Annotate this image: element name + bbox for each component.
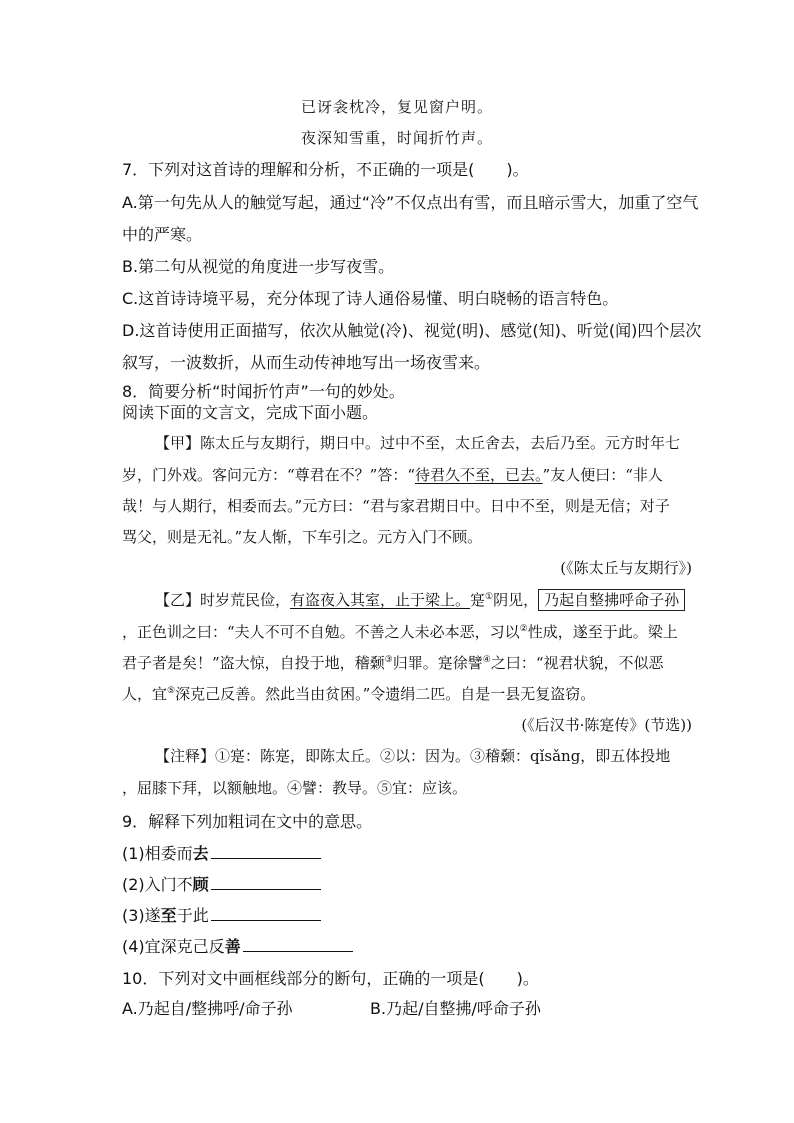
question-10-stem: 10．下列对文中画框线部分的断句，正确的一项是( )。 bbox=[122, 969, 539, 988]
answer-blank[interactable] bbox=[243, 936, 353, 952]
annotation-line: 【注释】①寔：陈寔，即陈太丘。②以：因为。③稽颡：qǐsǎng，即五体投地 bbox=[155, 747, 671, 765]
annotation-line: ，屈膝下拜，以额触地。④譬：教导。⑤宜：应该。 bbox=[122, 779, 468, 797]
passage-jia-line: 骂父，则是无礼。”友人惭，下车引之。元方入门不顾。 bbox=[122, 528, 483, 546]
passage-yi-line: ，正色训之曰：“夫人不可不自勉。不善之人未必本恶，习以②性成，遂至于此。梁上 bbox=[122, 623, 678, 641]
passage-yi-source: (《后汉书·陈寔传》(节选)) bbox=[521, 716, 692, 734]
q7-option-a-cont: 中的严寒。 bbox=[122, 225, 203, 244]
q7-option-a: A.第一句先从人的触觉写起，通过“冷”不仅点出有雪，而且暗示雪大，加重了空气 bbox=[122, 193, 699, 212]
passage-yi-line: 人，宜⑤深克己反善。然此当由贫困。”令遗绢二匹。自是一县无复盗窃。 bbox=[122, 685, 596, 703]
passage-jia-line: 岁，门外戏。客问元方：“尊君在不？”答：“待君久不至，已去。”友人便曰：“非人 bbox=[122, 466, 663, 484]
poem-line: 已讶衾枕冷，复见窗户明。 bbox=[300, 98, 493, 116]
question-9-stem: 9．解释下列加粗词在文中的意思。 bbox=[122, 812, 373, 831]
answer-blank[interactable] bbox=[211, 874, 321, 890]
q9-item-3: (3)遂至于此 bbox=[122, 903, 692, 926]
passage-yi-line: 君子者是矣！”盗大惊，自投于地，稽颡③归罪。寔徐譬④之曰：“视君状貌，不似恶 bbox=[122, 654, 664, 672]
q7-option-c: C.这首诗诗境平易，充分体现了诗人通俗易懂、明白晓畅的语言特色。 bbox=[122, 289, 619, 308]
q7-option-d-cont: 叙写，一波数折，从而生动传神地写出一场夜雪来。 bbox=[122, 353, 491, 372]
q7-option-b: B.第二句从视觉的角度进一步写夜雪。 bbox=[122, 257, 395, 276]
q9-item-2: (2)入门不顾 bbox=[122, 872, 692, 895]
q10-option-b: B.乃起/自整拂/呼命子孙 bbox=[370, 999, 541, 1018]
answer-blank[interactable] bbox=[211, 843, 321, 859]
poem-line: 夜深知雪重，时闻折竹声。 bbox=[300, 129, 493, 147]
question-8-stem: 8．简要分析“时闻折竹声”一句的妙处。 bbox=[122, 382, 405, 401]
passage-jia-source: (《陈太丘与友期行》) bbox=[560, 559, 692, 577]
underlined-sentence: 有盗夜入其室，止于梁上。 bbox=[290, 591, 471, 609]
underlined-phrase: 待君久不至，已去。 bbox=[415, 466, 543, 484]
q7-option-d: D.这首诗使用正面描写，依次从触觉(冷)、视觉(明)、感觉(知)、听觉(闻)四个层次 bbox=[122, 321, 702, 340]
reading-intro: 阅读下面的文言文，完成下面小题。 bbox=[122, 403, 379, 422]
boxed-phrase: 乃起自整拂呼命子孙 bbox=[538, 589, 685, 611]
question-7-stem: 7．下列对这首诗的理解和分析，不正确的一项是( )。 bbox=[122, 160, 529, 179]
q10-option-a: A.乃起自/整拂呼/命子孙 bbox=[122, 999, 293, 1018]
q9-item-1: (1)相委而去 bbox=[122, 841, 692, 864]
answer-blank[interactable] bbox=[211, 905, 321, 921]
passage-jia-line: 哉！与人期行，相委而去。”元方曰：“君与家君期日中。日中不至，则是无信；对子 bbox=[122, 497, 670, 515]
passage-yi-line: 【乙】时岁荒民俭，有盗夜入其室，止于梁上。寔①阴见， 乃起自整拂呼命子孙 bbox=[155, 589, 725, 610]
passage-jia-line: 【甲】陈太丘与友期行，期日中。过中不至，太丘舍去，去后乃至。元方时年七 bbox=[155, 434, 681, 452]
q9-item-4: (4)宜深克己反善 bbox=[122, 934, 692, 957]
